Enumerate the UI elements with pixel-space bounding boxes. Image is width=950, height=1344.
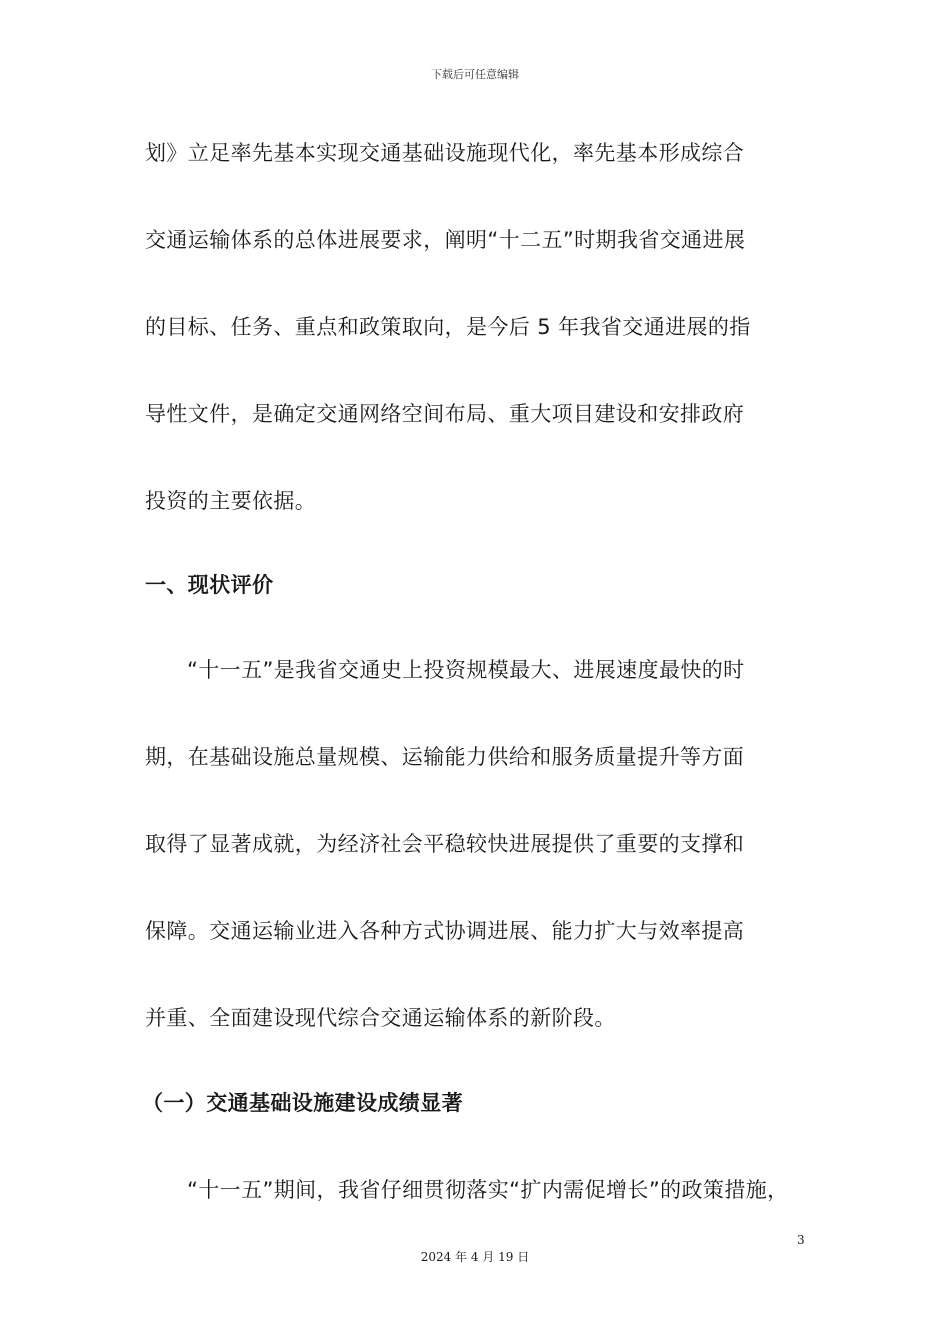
paragraph-line: 并重、全面建设现代综合交通运输体系的新阶段。 (145, 1006, 616, 1030)
subsection-heading: （一）交通基础设施建设成绩显著 (142, 1091, 463, 1115)
paragraph-line: 取得了显著成就，为经济社会平稳较快进展提供了重要的支撑和 (145, 832, 745, 856)
paragraph-line: “十一五”期间，我省仔细贯彻落实“扩内需促增长”的政策措施， (187, 1178, 789, 1202)
paragraph-line: 的目标、任务、重点和政策取向，是今后 5 年我省交通进展的指 (145, 315, 751, 339)
paragraph-line: 划》立足率先基本实现交通基础设施现代化，率先基本形成综合 (145, 141, 745, 165)
paragraph-line: “十一五”是我省交通史上投资规模最大、进展速度最快的时 (187, 658, 745, 682)
page-header: 下载后可任意编辑 (431, 68, 519, 81)
paragraph-line: 导性文件，是确定交通网络空间布局、重大项目建设和安排政府 (145, 402, 745, 426)
footer-date: 2024 年 4 月 19 日 (420, 1250, 530, 1264)
page-number: 3 (797, 1233, 805, 1247)
paragraph-line: 期，在基础设施总量规模、运输能力供给和服务质量提升等方面 (145, 745, 745, 769)
paragraph-line: 保障。交通运输业进入各种方式协调进展、能力扩大与效率提高 (145, 919, 745, 943)
paragraph-line: 投资的主要依据。 (145, 489, 317, 513)
paragraph-line: 交通运输体系的总体进展要求，阐明“十二五”时期我省交通进展 (145, 228, 746, 252)
section-heading: 一、现状评价 (145, 573, 274, 597)
